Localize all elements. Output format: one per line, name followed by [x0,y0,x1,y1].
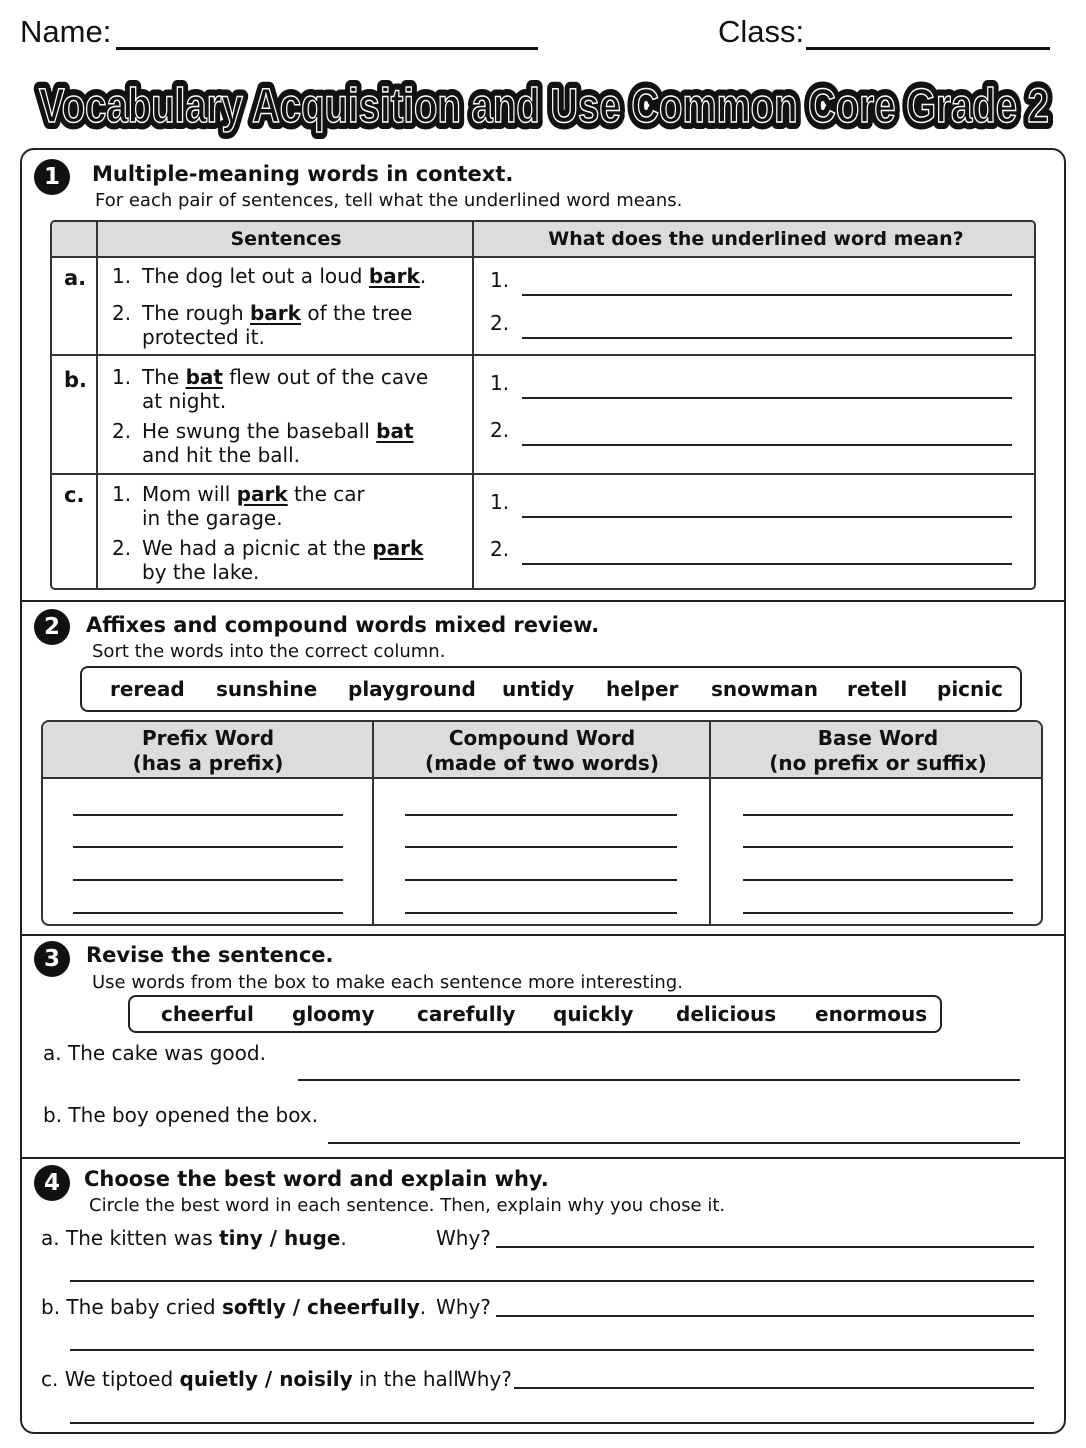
item-text: . [419,1295,427,1319]
item-letter: b. [43,1103,63,1127]
choice-item [41,1295,426,1319]
sentence-number: 2. [112,301,132,325]
item-text: . [340,1226,347,1250]
choice-option[interactable]: quietly [179,1367,258,1391]
word-bank-item[interactable]: cheerful [161,1002,254,1026]
header [20,14,1050,54]
class-field[interactable] [806,47,1050,50]
write-line[interactable] [328,1142,1020,1144]
section-1-badge: 1 [34,159,70,195]
choice-option[interactable]: softly [221,1295,286,1319]
write-line[interactable] [743,846,1013,848]
item-text: in the hall. [352,1367,466,1391]
title-outline: Vocabulary Acquisition and Use Common Core Grade 2 [39,80,1049,133]
write-line[interactable] [743,814,1013,816]
why-label: Why? [436,1226,491,1250]
why-label: Why? [436,1295,491,1319]
target-word: bark [249,301,301,325]
choice-option[interactable]: cheerfully [307,1295,420,1319]
write-line[interactable] [70,1280,1034,1282]
answer-line[interactable] [490,416,1012,446]
sentence-number: 2. [112,536,132,560]
word-bank-item[interactable]: sunshine [216,677,318,701]
why-label: Why? [457,1367,512,1391]
section-4-badge: 4 [34,1165,70,1201]
section-1-title: Multiple-meaning words in context. [92,162,514,186]
target-word: park [236,482,288,506]
sentence-number: 1. [112,264,132,288]
sentence-text: The rough [142,301,250,325]
word-bank-item[interactable]: retell [847,677,908,701]
target-word: bat [376,419,414,443]
word-bank-item[interactable]: delicious [676,1002,777,1026]
write-line[interactable] [743,879,1013,881]
choice-option[interactable]: huge [284,1226,341,1250]
row-letter: b. [64,368,88,392]
item-text: The baby cried [66,1295,222,1319]
name-field[interactable] [116,47,538,50]
item-text: The cake was good. [67,1041,266,1065]
item-letter: a. [41,1226,60,1250]
write-line[interactable] [73,879,343,881]
write-line[interactable] [522,337,1012,339]
class-label: Class: [718,14,805,49]
table-divider [96,222,98,590]
section-2-subtitle: Sort the words into the correct column. [92,641,446,662]
name-label: Name: [20,14,112,49]
answer-number: 2. [490,311,510,335]
worksheet-frame [20,148,1066,1434]
target-word: bat [185,365,223,389]
sentence-text: the car [287,482,365,506]
table-divider [52,473,1034,475]
sort-table [41,720,1043,926]
sentence-text: . [419,264,427,288]
target-word: park [372,536,424,560]
sentence-text: of the tree [300,301,413,325]
write-line[interactable] [73,814,343,816]
word-bank-item[interactable]: reread [110,677,185,701]
word-bank [80,666,1022,712]
answer-line[interactable] [490,309,1012,339]
table-divider [372,722,374,926]
write-line[interactable] [298,1079,1020,1081]
column-title: Compound Word [448,726,636,750]
write-line[interactable] [522,516,1012,518]
sentence-text: He swung the baseball [142,419,377,443]
section-3-badge: 3 [34,941,70,977]
write-line[interactable] [514,1387,1034,1389]
word-bank-item[interactable]: playground [348,677,476,701]
section-2-title: Affixes and compound words mixed review. [86,613,600,637]
table-divider [709,722,711,926]
answer-line[interactable] [490,488,1012,518]
col-sentences: Sentences [230,228,342,250]
item-letter: c. [41,1367,59,1391]
section-divider [22,600,1064,602]
write-line[interactable] [73,912,343,914]
sort-table-header [43,722,1041,779]
section-4-subtitle: Circle the best word in each sentence. Then, explain why you chose it. [89,1195,726,1216]
section-divider [22,1157,1064,1159]
write-line[interactable] [522,397,1012,399]
section-divider [22,934,1064,936]
row-letter: a. [64,266,87,290]
word-bank-item[interactable]: enormous [815,1002,928,1026]
sentence-number: 1. [112,365,132,389]
write-line[interactable] [70,1349,1034,1351]
word-bank-item[interactable]: quickly [553,1002,634,1026]
title-text: Vocabulary Acquisition and Use Common Core Grade 2 [39,80,1049,133]
sentence-text: We had a picnic at the [142,536,373,560]
revise-item [43,1041,266,1065]
item-text: We tiptoed [64,1367,180,1391]
table-divider [472,222,474,590]
choice-item [41,1226,347,1250]
item-text: The boy opened the box. [68,1103,319,1127]
section-1-subtitle: For each pair of sentences, tell what the underlined word means. [95,190,683,211]
write-line[interactable] [522,563,1012,565]
answer-line[interactable] [490,535,1012,565]
target-word: bark [368,264,420,288]
answer-line[interactable] [490,369,1012,399]
write-line[interactable] [405,814,677,816]
choice-separator: / [257,1367,280,1391]
write-line[interactable] [405,846,677,848]
table-divider [52,354,1034,356]
word-bank-item[interactable]: carefully [417,1002,516,1026]
section-3-title: Revise the sentence. [86,943,334,967]
meaning-table [50,220,1036,590]
sentence-text: at night. [142,389,227,413]
column-subtitle: (made of two words) [425,751,659,775]
sentence-text: by the lake. [142,560,260,584]
item-letter: b. [41,1295,61,1319]
column-title: Prefix Word [141,726,275,750]
answer-number: 2. [490,537,510,561]
col-meaning: What does the underlined word mean? [548,228,964,250]
answer-number: 1. [490,268,510,292]
write-line[interactable] [743,912,1013,914]
write-line[interactable] [405,912,677,914]
answer-number: 1. [490,371,510,395]
sentence-text: The [142,365,186,389]
choice-option[interactable]: noisily [279,1367,353,1391]
word-bank-item[interactable]: picnic [937,677,1003,701]
sentence-number: 1. [112,482,132,506]
write-line[interactable] [73,846,343,848]
section-4-title: Choose the best word and explain why. [84,1167,549,1191]
write-line[interactable] [522,444,1012,446]
item-letter: a. [43,1041,62,1065]
answer-line[interactable] [490,266,1012,296]
sentence-text: Mom will [142,482,237,506]
row-letter: c. [64,483,85,507]
answer-number: 1. [490,490,510,514]
sentence-text: in the garage. [142,506,283,530]
word-bank-item[interactable]: helper [606,677,679,701]
sentence-text: flew out of the cave [222,365,429,389]
word-bank-item[interactable]: gloomy [292,1002,375,1026]
item-text: The kitten was [65,1226,220,1250]
write-line[interactable] [405,879,677,881]
write-line[interactable] [496,1246,1034,1248]
revise-item [43,1103,318,1127]
choice-separator: / [285,1295,307,1319]
write-line[interactable] [70,1422,1034,1424]
section-2-badge: 2 [34,609,70,645]
col-base [711,726,1043,776]
col-prefix [43,726,373,776]
section-3-subtitle: Use words from the box to make each sentence more interesting. [92,972,683,993]
column-title: Base Word [817,726,939,750]
page-title [24,62,1064,148]
word-bank-item[interactable]: untidy [502,677,575,701]
write-line[interactable] [522,294,1012,296]
sentence-number: 2. [112,419,132,443]
write-line[interactable] [496,1315,1034,1317]
col-compound [373,726,711,776]
sentence-text: The dog let out a loud [142,264,369,288]
sentence-text: and hit the ball. [142,443,301,467]
choice-item [41,1367,465,1391]
answer-number: 2. [490,418,510,442]
column-subtitle: (has a prefix) [132,751,284,775]
meaning-table-header [52,222,1034,258]
choice-option[interactable]: tiny [219,1226,263,1250]
choice-separator: / [262,1226,285,1250]
word-bank [128,995,942,1033]
sentence-text: protected it. [142,325,265,349]
column-subtitle: (no prefix or suffix) [769,751,987,775]
word-bank-item[interactable]: snowman [711,677,818,701]
